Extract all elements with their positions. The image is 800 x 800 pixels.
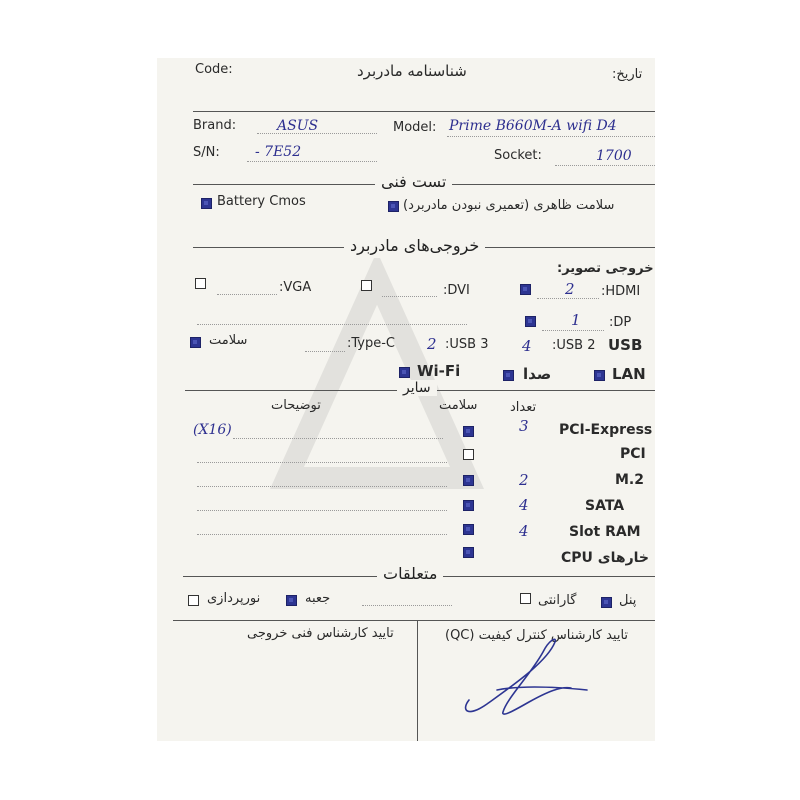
battery-checkbox[interactable] (201, 198, 212, 209)
dvi-dots (382, 296, 437, 297)
hdmi-checkbox[interactable] (520, 284, 531, 295)
usb3-label: :USB 3 (445, 337, 489, 352)
warranty-checkbox[interactable] (520, 593, 531, 604)
lan-label: LAN (612, 365, 646, 383)
dvi-label: :DVI (443, 283, 470, 298)
physical-checkbox[interactable] (388, 201, 399, 212)
vga-label: :VGA (279, 280, 312, 295)
m2-checkbox[interactable] (463, 475, 474, 486)
notes-header: توضیحات (271, 398, 321, 413)
socket-label: Socket: (494, 148, 542, 163)
dp-dots (542, 330, 604, 331)
pci-express-checkbox[interactable] (463, 426, 474, 437)
audio-checkbox[interactable] (503, 370, 514, 381)
footer-vertical-divider (417, 620, 418, 741)
qc-signature (457, 638, 597, 718)
header-divider (193, 111, 655, 112)
hdmi-label: :HDMI (601, 284, 641, 299)
pci-express-label: PCI-Express (559, 422, 653, 438)
vga-checkbox[interactable] (195, 278, 206, 289)
model-label: Model: (393, 120, 437, 135)
usb-health-label: سلامت (209, 333, 248, 348)
sn-label: S/N: (193, 145, 220, 160)
outputs-section-title: خروجی‌های مادربرد (344, 236, 485, 255)
accessories-dots (362, 605, 452, 606)
lan-checkbox[interactable] (594, 370, 605, 381)
tech-section-title: تست فنی (375, 172, 452, 191)
box-checkbox[interactable] (286, 595, 297, 606)
pci-label: PCI (620, 446, 646, 462)
m2-label: M.2 (615, 472, 644, 488)
code-label: Code: (195, 62, 233, 77)
lighting-checkbox[interactable] (188, 595, 199, 606)
slot-ram-checkbox[interactable] (463, 524, 474, 535)
accessories-section-title: متعلقات (377, 564, 443, 583)
physical-label: سلامت ظاهری (تعمیری نبودن مادربرد) (403, 198, 615, 213)
hdmi-count: 2 (565, 280, 575, 298)
lighting-label: نورپردازی (207, 591, 261, 606)
dvi-checkbox[interactable] (361, 280, 372, 291)
sata-label: SATA (585, 498, 625, 514)
cpu-pins-label: خارهای CPU (561, 550, 649, 566)
battery-label: Battery Cmos (217, 194, 306, 209)
notes-dots-1 (233, 438, 443, 439)
warranty-label: گارانتی (538, 593, 577, 608)
pci-express-count: 3 (519, 417, 529, 435)
other-section-title: سایر (397, 380, 437, 396)
brand-label: Brand: (193, 118, 237, 133)
sn-dots (247, 161, 377, 162)
count-header: تعداد (510, 400, 537, 415)
tech-approval-label: تایید کارشناس فنی خروجی (247, 626, 394, 641)
usb2-label: :USB 2 (552, 338, 596, 353)
model-value: Prime B660M-A wifi D4 (449, 118, 617, 134)
audio-label: صدا (523, 365, 552, 383)
socket-dots (555, 165, 655, 166)
model-dots (447, 136, 655, 137)
wifi-checkbox[interactable] (399, 367, 410, 378)
sn-value: - 7E52 (255, 144, 302, 160)
form-title: شناسنامه مادربرد (357, 62, 467, 80)
sata-count: 4 (519, 496, 529, 514)
notes-dots-5 (197, 534, 447, 535)
brand-value: ASUS (277, 118, 319, 134)
socket-value: 1700 (596, 148, 632, 164)
date-label: تاریخ: (612, 67, 643, 82)
dp-count: 1 (571, 311, 581, 329)
wifi-label: Wi-Fi (417, 362, 461, 380)
hdmi-dots (537, 298, 599, 299)
usb-health-checkbox[interactable] (190, 337, 201, 348)
notes-value: (X16) (193, 422, 232, 438)
dp-label: :DP (609, 315, 632, 330)
notes-dots-4 (197, 510, 447, 511)
vga-dots (217, 294, 277, 295)
m2-count: 2 (519, 471, 529, 489)
footer-divider (173, 620, 655, 621)
typec-dots (305, 351, 345, 352)
cpu-pins-checkbox[interactable] (463, 547, 474, 558)
spare-dots-1 (197, 324, 467, 325)
form-sheet (157, 58, 655, 741)
notes-dots-2 (197, 462, 447, 463)
notes-dots-3 (197, 486, 447, 487)
slot-ram-label: Slot RAM (569, 524, 641, 540)
slot-ram-count: 4 (519, 522, 529, 540)
video-output-title: خروجی تصویر: (557, 261, 654, 276)
qc-approval-label: تایید کارشناس کنترل کیفیت (QC) (445, 628, 629, 643)
brand-dots (257, 133, 377, 134)
panel-label: پنل (619, 593, 637, 608)
health-header: سلامت (439, 398, 478, 413)
usb2-count: 4 (522, 337, 532, 355)
pci-checkbox[interactable] (463, 449, 474, 460)
dp-checkbox[interactable] (525, 316, 536, 327)
panel-checkbox[interactable] (601, 597, 612, 608)
usb-title: USB (608, 336, 643, 354)
box-label: جعبه (305, 591, 331, 606)
typec-label: :Type-C (347, 336, 396, 351)
usb3-count: 2 (427, 335, 437, 353)
sata-checkbox[interactable] (463, 500, 474, 511)
